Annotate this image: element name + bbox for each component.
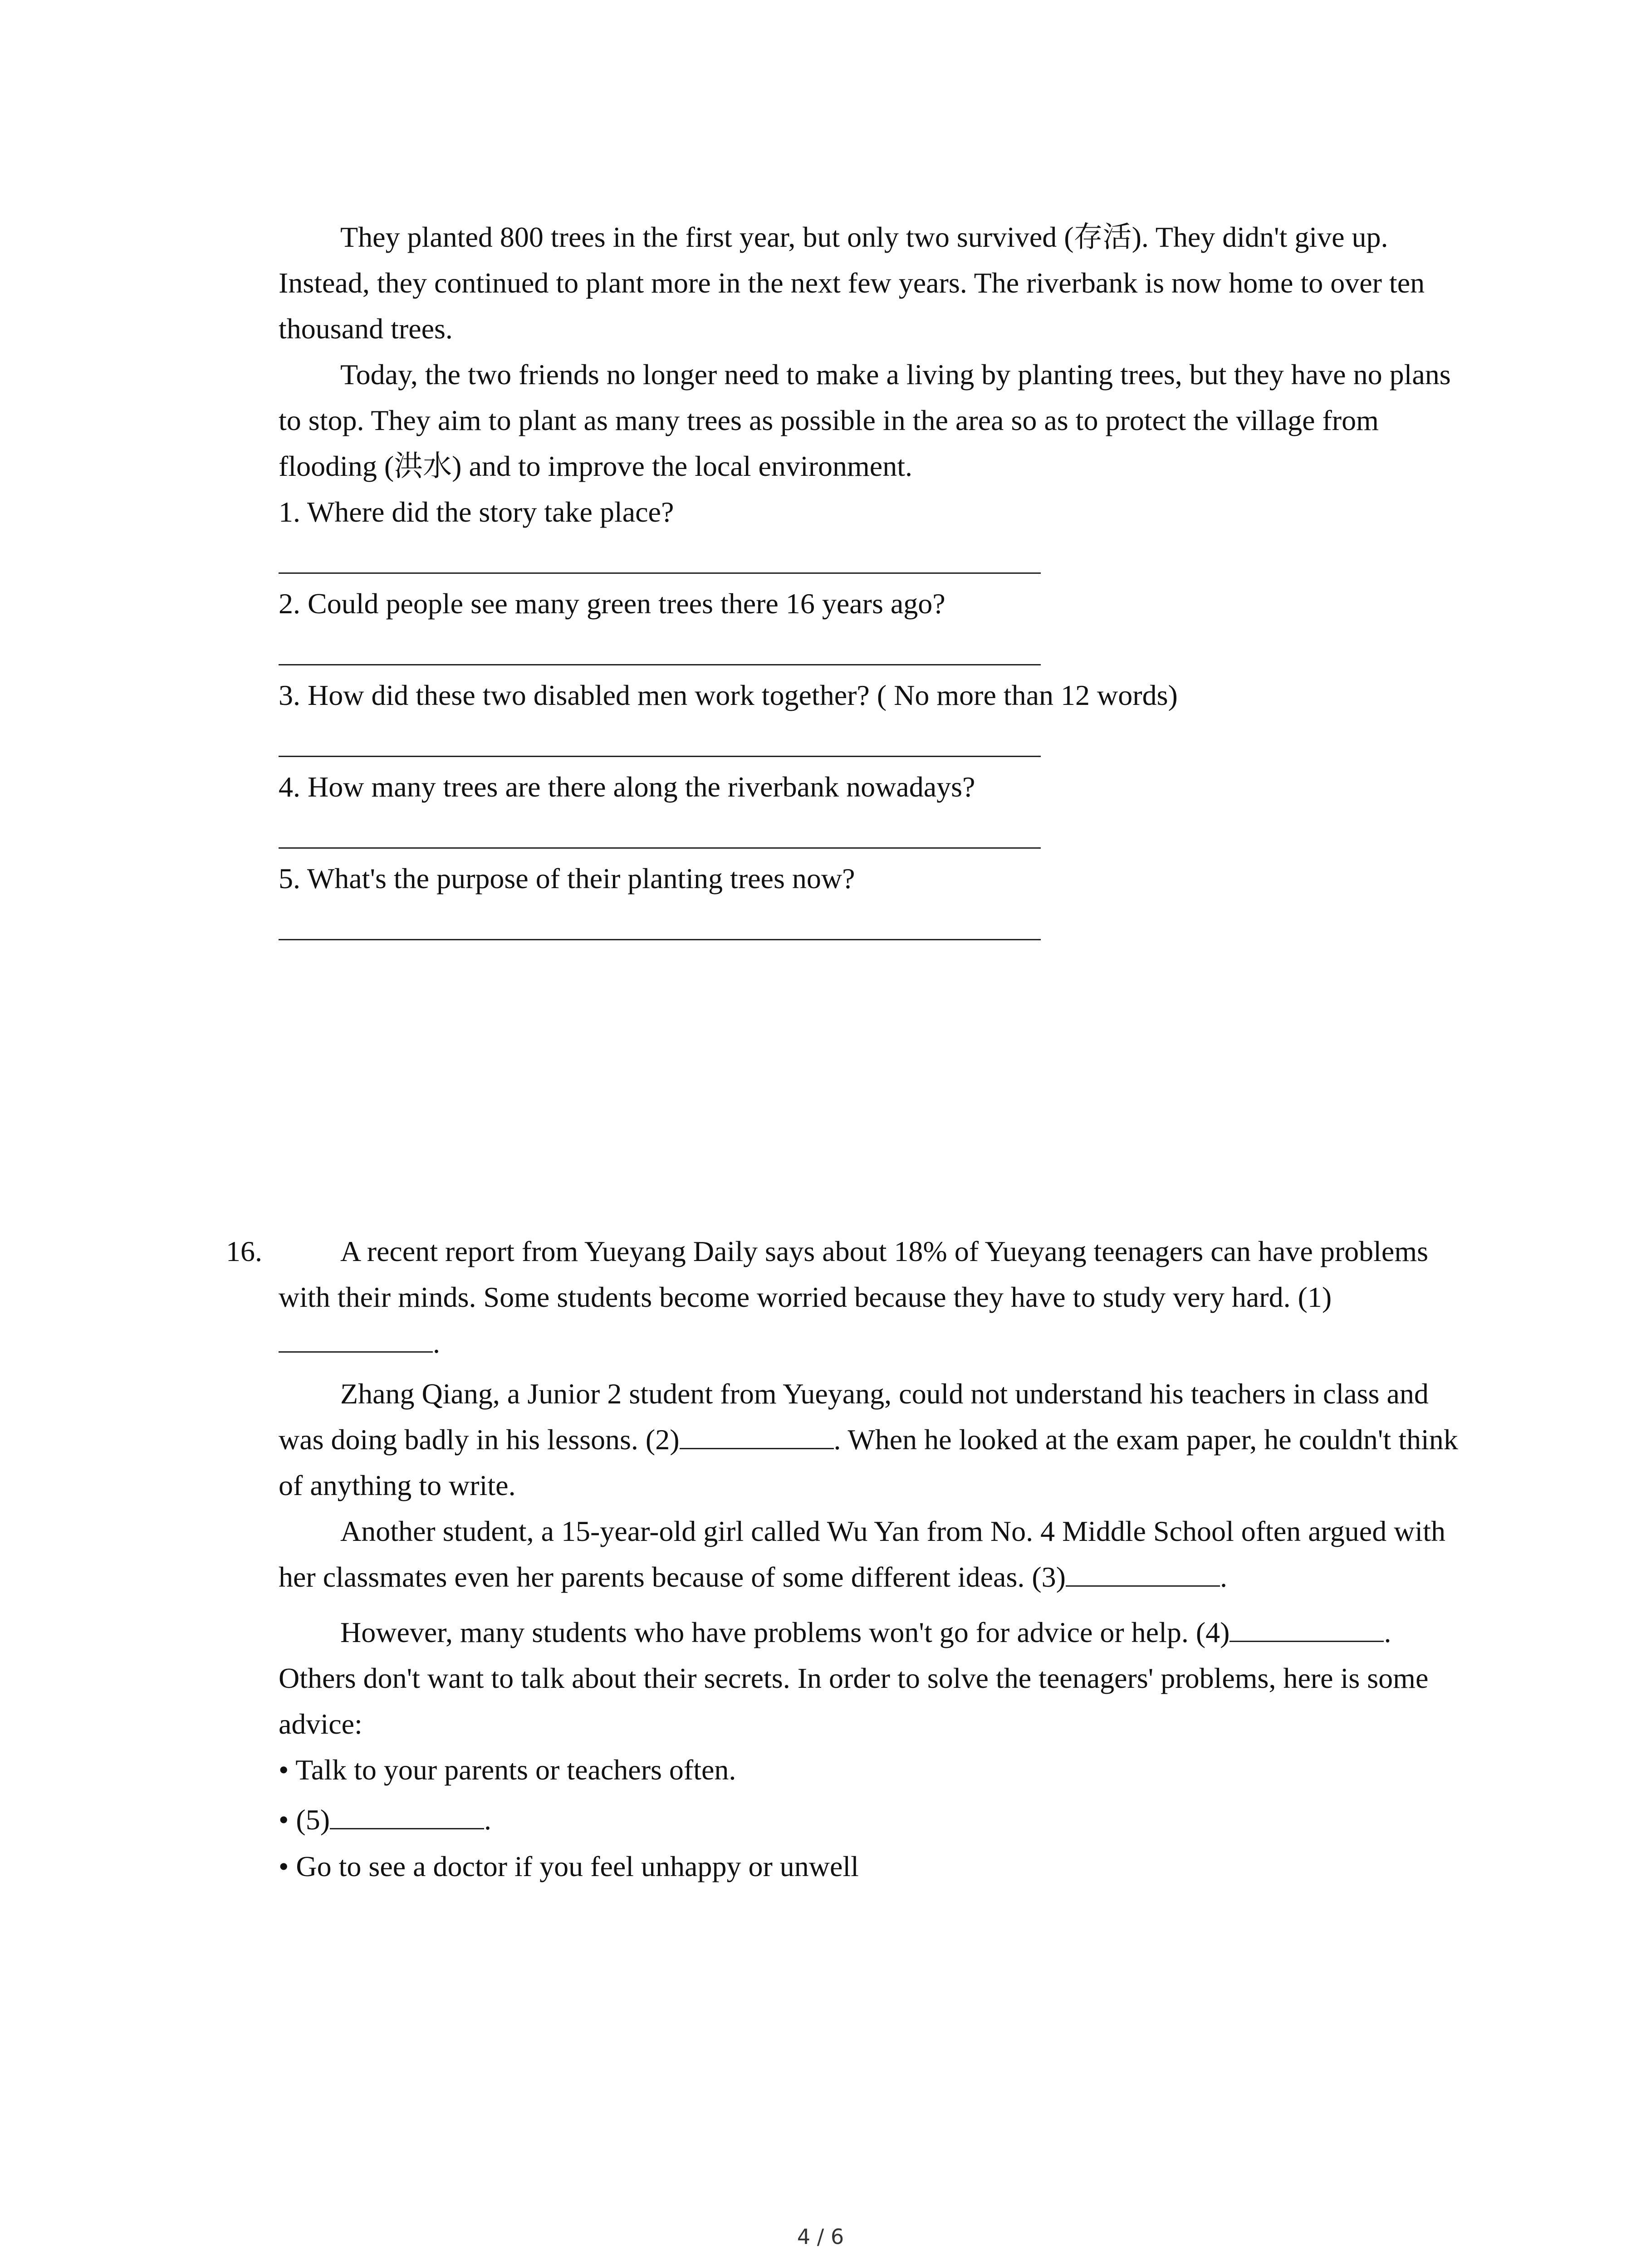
- paragraph-4-text-before: However, many students who have problems won't go for advice or help. (4): [340, 1616, 1230, 1648]
- page-indicator: 4 / 6: [797, 2224, 844, 2249]
- passage-16-paragraph-4: [279, 1609, 1458, 1747]
- answer-line-1[interactable]: [279, 572, 1041, 574]
- blank-4[interactable]: [1230, 1613, 1384, 1642]
- question-4: 4. How many trees are there along the riverbank nowadays?: [279, 771, 975, 803]
- advice-bullet-3: • Go to see a doctor if you feel unhappy or unwell: [279, 1850, 859, 1882]
- paragraph-text: [279, 1508, 1458, 1600]
- answer-line-2[interactable]: [279, 664, 1041, 665]
- passage-15-paragraph-2: [279, 352, 1458, 489]
- passage-16-paragraph-2: [279, 1371, 1458, 1508]
- blank-2[interactable]: [680, 1421, 834, 1449]
- paragraph-2-text-before: Zhang Qiang, a Junior 2 student from Yueyang, could not understand his teachers in class and was doing badly in his lessons. (2): [279, 1378, 1429, 1456]
- paragraph-4-text-after: . Others don't want to talk about their secrets. In order to solve the teenagers' problems, here is some advice:: [279, 1616, 1429, 1740]
- question-1: 1. Where did the story take place?: [279, 496, 674, 528]
- paragraph-3-text: Another student, a 15-year-old girl called Wu Yan from No. 4 Middle School often argued with her classmates even her parents because of some different ideas. (3): [279, 1515, 1445, 1593]
- advice-bullet-2: [279, 1797, 1458, 1843]
- advice-bullet-1: • Talk to your parents or teachers often.: [279, 1754, 736, 1786]
- paragraph-text: [279, 1371, 1458, 1508]
- answer-line-3[interactable]: [279, 756, 1041, 757]
- blank-3[interactable]: [1066, 1558, 1220, 1587]
- blank-3-period: .: [1220, 1561, 1227, 1593]
- answer-line-4[interactable]: [279, 847, 1041, 849]
- paragraph-1-text: A recent report from Yueyang Daily says about 18% of Yueyang teenagers can have problems with their minds. Some students become worried because they have to study very hard. (1): [279, 1235, 1428, 1313]
- paragraph-text: Today, the two friends no longer need to make a living by planting trees, but they have no plans to stop. They aim to plant as many trees as possible in the area so as to protect the village from flooding (洪水) and to improve the local environment.: [279, 358, 1451, 482]
- question-3: 3. How did these two disabled men work together? ( No more than 12 words): [279, 679, 1178, 711]
- question-5: 5. What's the purpose of their planting trees now?: [279, 862, 855, 894]
- blank-1[interactable]: [279, 1324, 433, 1353]
- paragraph-text: [279, 1609, 1458, 1747]
- blank-1-period: .: [433, 1327, 440, 1359]
- passage-16-paragraph-1: [279, 1228, 1458, 1366]
- paragraph-2-text-after: . When he looked at the exam paper, he couldn't think of anything to write.: [279, 1423, 1458, 1501]
- blank-5[interactable]: [330, 1801, 484, 1829]
- blank-5-period: .: [484, 1804, 492, 1836]
- paragraph-text: [279, 1228, 1458, 1366]
- passage-15-paragraph-1: [279, 214, 1458, 352]
- passage-16-paragraph-3: [279, 1508, 1458, 1600]
- answer-line-5[interactable]: [279, 939, 1041, 940]
- question-2: 2. Could people see many green trees there 16 years ago?: [279, 587, 945, 620]
- paragraph-text: They planted 800 trees in the first year, but only two survived (存活). They didn't give up. Instead, they continued to plant more in the next few years. The riverbank is now home to over ten thousand trees.: [279, 221, 1425, 345]
- bullet-2-prefix: • (5): [279, 1804, 330, 1836]
- question-number-16: 16.: [226, 1235, 262, 1267]
